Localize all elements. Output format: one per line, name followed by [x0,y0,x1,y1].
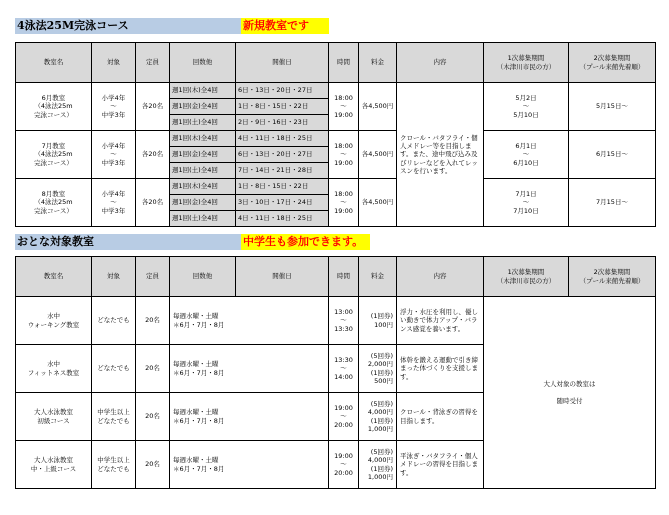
session-count: 毎週水曜・土曜 ＊6月・7月・8月 [170,393,329,441]
time: 13:30 〜 14:00 [329,345,359,393]
header-content: 内容 [397,43,484,83]
period2: 6月15日〜 [569,131,656,179]
class-name: 6月教室 （4泳法25m 完泳コース） [16,83,92,131]
session-dates: 1日・8日・15日・22日 [236,179,329,195]
header-content: 内容 [397,257,484,297]
content: 平泳ぎ・バタフライ・個人メドレーの習得を目指します。 [397,441,484,489]
capacity: 各20名 [136,131,170,179]
capacity: 20名 [136,345,170,393]
class-name: 水中 ウォーキング教室 [16,297,92,345]
class-name: 大人水泳教室 初級コース [16,393,92,441]
fee: (1回券) 100円 [359,297,397,345]
header-capacity: 定員 [136,257,170,297]
content: クロール・背泳ぎの習得を目指します。 [397,393,484,441]
table-row [16,297,656,345]
header-period2: 2次募集期間 （プール来館先着順） [569,257,656,297]
session-count: 週1回(木)全4回 [170,83,236,99]
time: 18:00 〜 19:00 [329,83,359,131]
header-target: 対象 [92,43,136,83]
header-dates: 開催日 [236,43,329,83]
content: クロール・バタフライ・個人メドレー等を目指します。また、途中飛び込み及びリレーなどを入れてレッスンを行います。 [397,83,484,227]
session-count: 週1回(金)全4回 [170,147,236,163]
capacity: 20名 [136,441,170,489]
header-period2: 2次募集期間 （プール来館先着順） [569,43,656,83]
table-row [16,179,656,195]
header-capacity: 定員 [136,43,170,83]
capacity: 20名 [136,297,170,345]
session-dates: 4日・11日・18日・25日 [236,131,329,147]
target: どなたでも [92,297,136,345]
session-count: 週1回(土)全4回 [170,211,236,227]
header-sessions: 回数他 [170,257,236,297]
session-dates: 6日・13日・20日・27日 [236,83,329,99]
registration-notice: 大人対象の教室は 随時受付 [484,297,656,489]
fee: (5回券) 4,000円 (1回券) 1,000円 [359,441,397,489]
fee: 各4,500円 [359,83,397,131]
fee: (5回券) 2,000円 (1回券) 500円 [359,345,397,393]
target: 中学生以上 どなたでも [92,393,136,441]
youth-class-table [15,42,656,227]
capacity: 各20名 [136,83,170,131]
content: 浮力・水圧を利用し、優しい動きで体力アップ・バランス感覚を養います。 [397,297,484,345]
session-dates: 4日・11日・18日・25日 [236,211,329,227]
header-dates: 開催日 [236,257,329,297]
table-row [16,131,656,147]
header-target: 対象 [92,257,136,297]
header-class-name: 教室名 [16,257,92,297]
class-name: 8月教室 （4泳法25m 完泳コース） [16,179,92,227]
session-count: 毎週水曜・土曜 ＊6月・7月・8月 [170,345,329,393]
period1: 6月1日 〜 6月10日 [484,131,569,179]
fee: 各4,500円 [359,131,397,179]
content: 体幹を鍛える運動で引き締まった体づくりを支援します。 [397,345,484,393]
time: 13:00 〜 13:30 [329,297,359,345]
header-fee: 料金 [359,43,397,83]
session-count: 週1回(木)全4回 [170,131,236,147]
section1-highlight: 新規教室です [241,18,329,34]
capacity: 20名 [136,393,170,441]
session-dates: 1日・8日・15日・22日 [236,99,329,115]
adult-class-table [15,256,656,489]
section2-title: おとな対象教室 [15,234,241,250]
session-count: 週1回(金)全4回 [170,195,236,211]
period2: 5月15日〜 [569,83,656,131]
session-dates: 3日・10日・17日・24日 [236,195,329,211]
time: 18:00 〜 19:00 [329,179,359,227]
time: 19:00 〜 20:00 [329,393,359,441]
session-dates: 2日・9日・16日・23日 [236,115,329,131]
header-period1: 1次募集期間 （木津川市民の方） [484,257,569,297]
target: 小学4年 〜 中学3年 [92,83,136,131]
period1: 5月2日 〜 5月10日 [484,83,569,131]
class-name: 大人水泳教室 中・上級コース [16,441,92,489]
class-name: 水中 フィットネス教室 [16,345,92,393]
session-dates: 6日・13日・20日・27日 [236,147,329,163]
section2-highlight: 中学生も参加できます。 [241,234,370,250]
fee: (5回券) 4,000円 (1回券) 1,000円 [359,393,397,441]
session-count: 毎週水曜・土曜 ＊6月・7月・8月 [170,441,329,489]
fee: 各4,500円 [359,179,397,227]
target: 小学4年 〜 中学3年 [92,131,136,179]
period2: 7月15日〜 [569,179,656,227]
time: 18:00 〜 19:00 [329,131,359,179]
target: どなたでも [92,345,136,393]
target: 中学生以上 どなたでも [92,441,136,489]
table-header-row [16,257,656,297]
header-fee: 料金 [359,257,397,297]
header-time: 時間 [329,257,359,297]
section1-title: 4泳法25M完泳コース [15,18,241,34]
table-header-row [16,43,656,83]
header-time: 時間 [329,43,359,83]
session-dates: 7日・14日・21日・28日 [236,163,329,179]
session-count: 毎週水曜・土曜 ＊6月・7月・8月 [170,297,329,345]
time: 19:00 〜 20:00 [329,441,359,489]
session-count: 週1回(土)全4回 [170,115,236,131]
header-sessions: 回数他 [170,43,236,83]
class-name: 7月教室 （4泳法25m 完泳コース） [16,131,92,179]
header-period1: 1次募集期間 （木津川市民の方） [484,43,569,83]
session-count: 週1回(土)全4回 [170,163,236,179]
session-count: 週1回(金)全4回 [170,99,236,115]
header-class-name: 教室名 [16,43,92,83]
session-count: 週1回(木)全4回 [170,179,236,195]
period1: 7月1日 〜 7月10日 [484,179,569,227]
table-row [16,83,656,99]
capacity: 各20名 [136,179,170,227]
target: 小学4年 〜 中学3年 [92,179,136,227]
